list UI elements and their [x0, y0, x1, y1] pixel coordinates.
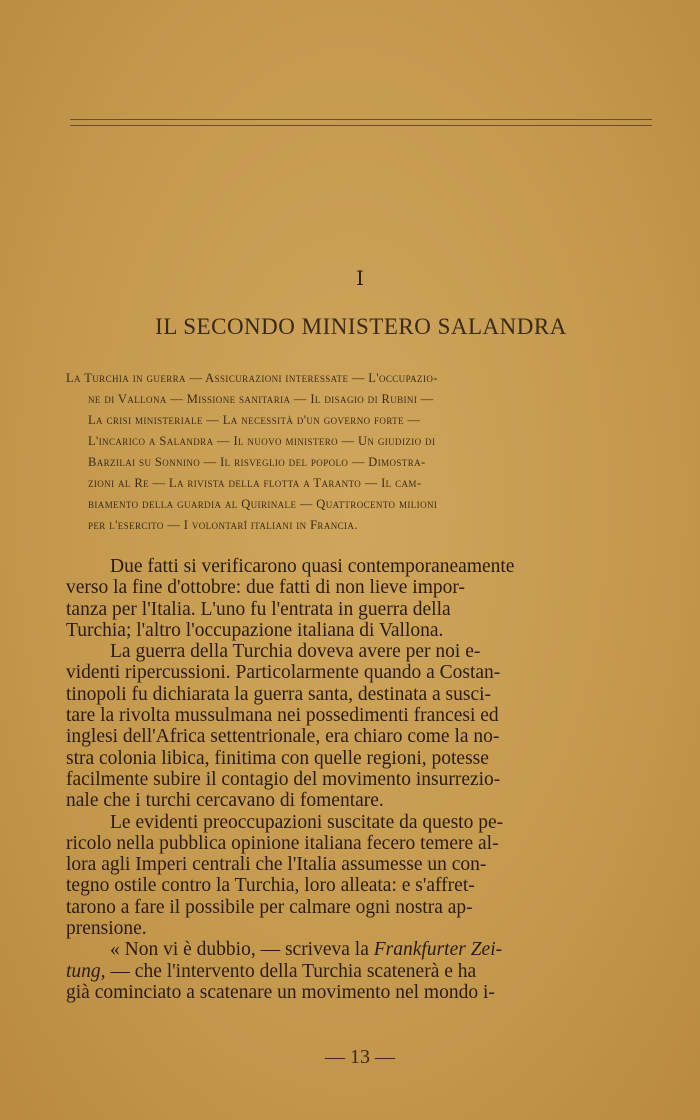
- page-number: — 13 —: [325, 1046, 395, 1068]
- body-line: tanza per l'Italia. L'uno fu l'entrata in guerra della: [66, 598, 451, 620]
- header-rule-top: [70, 119, 652, 120]
- body-line: verso la fine d'ottobre: due fatti di non lieve impor-: [66, 577, 465, 599]
- body-line: stra colonia libica, finitima con quelle regioni, potesse: [66, 747, 489, 769]
- body-line: tinopoli fu dichiarata la guerra santa, destinata a susci-: [66, 683, 492, 705]
- quote-line: [66, 961, 656, 982]
- newspaper-name: Frankfurter Zei-: [373, 939, 503, 961]
- chapter-title: IL SECONDO MINISTERO SALANDRA: [155, 314, 567, 339]
- body-line: tegno ostile contro la Turchia, loro alleata: e s'affret-: [66, 875, 475, 897]
- summary-line: zioni al Re — La rivista della flotta a Taranto — Il cam-: [88, 476, 422, 490]
- quote-line: [66, 939, 656, 960]
- chapter-summary: [66, 368, 654, 536]
- body-text: [66, 556, 656, 1003]
- body-line: Le evidenti preoccupazioni suscitate da questo pe-: [110, 811, 504, 833]
- body-line: lora agli Imperi centrali che l'Italia assumesse un con-: [66, 854, 487, 876]
- summary-line: L'incarico a Salandra — Il nuovo ministero — Un giudizio di: [88, 434, 436, 448]
- summary-line: per l'esercito — I volontarî italiani in Francia.: [88, 518, 358, 532]
- body-line: nale che i turchi cercavano di fomentare.: [66, 790, 384, 812]
- quote-text: « Non vi è dubbio, — scriveva la: [110, 939, 374, 961]
- body-line: prensione.: [66, 918, 147, 940]
- header-rule-bottom: [70, 125, 652, 126]
- body-line: già cominciato a scatenare un movimento nel mondo i-: [66, 981, 495, 1003]
- body-line: tare la rivolta mussulmana nei possedimenti francesi ed: [66, 705, 499, 727]
- summary-line: La crisi ministeriale — La necessità d'un governo forte —: [88, 413, 421, 427]
- summary-line: biamento della guardia al Quirinale — Quattrocento milioni: [88, 497, 438, 511]
- newspaper-name-end: tung: [66, 960, 101, 982]
- body-line: Due fatti si verificarono quasi contemporaneamente: [110, 556, 515, 577]
- body-line: facilmente subire il contagio del movimento insurrezio-: [66, 768, 501, 790]
- summary-line: La Turchia in guerra — Assicurazioni interessate — L'occupazio-: [66, 371, 438, 385]
- body-line: La guerra della Turchia doveva avere per noi e-: [110, 641, 481, 663]
- summary-line: ne di Vallona — Missione sanitaria — Il disagio di Rubini —: [88, 392, 434, 406]
- body-line: tarono a fare il possibile per calmare ogni nostra ap-: [66, 896, 473, 918]
- body-line: videnti ripercussioni. Particolarmente quando a Costan-: [66, 662, 501, 684]
- quote-text: , — che l'intervento della Turchia scatenerà e ha: [100, 960, 477, 982]
- body-line: Turchia; l'altro l'occupazione italiana di Vallona.: [66, 619, 444, 641]
- summary-line: Barzilai su Sonnino — Il risveglio del popolo — Dimostra-: [88, 455, 426, 469]
- chapter-number: I: [356, 266, 364, 290]
- body-line: inglesi dell'Africa settentrionale, era chiaro come la no-: [66, 726, 500, 748]
- body-line: ricolo nella pubblica opinione italiana fecero temere al-: [66, 832, 499, 854]
